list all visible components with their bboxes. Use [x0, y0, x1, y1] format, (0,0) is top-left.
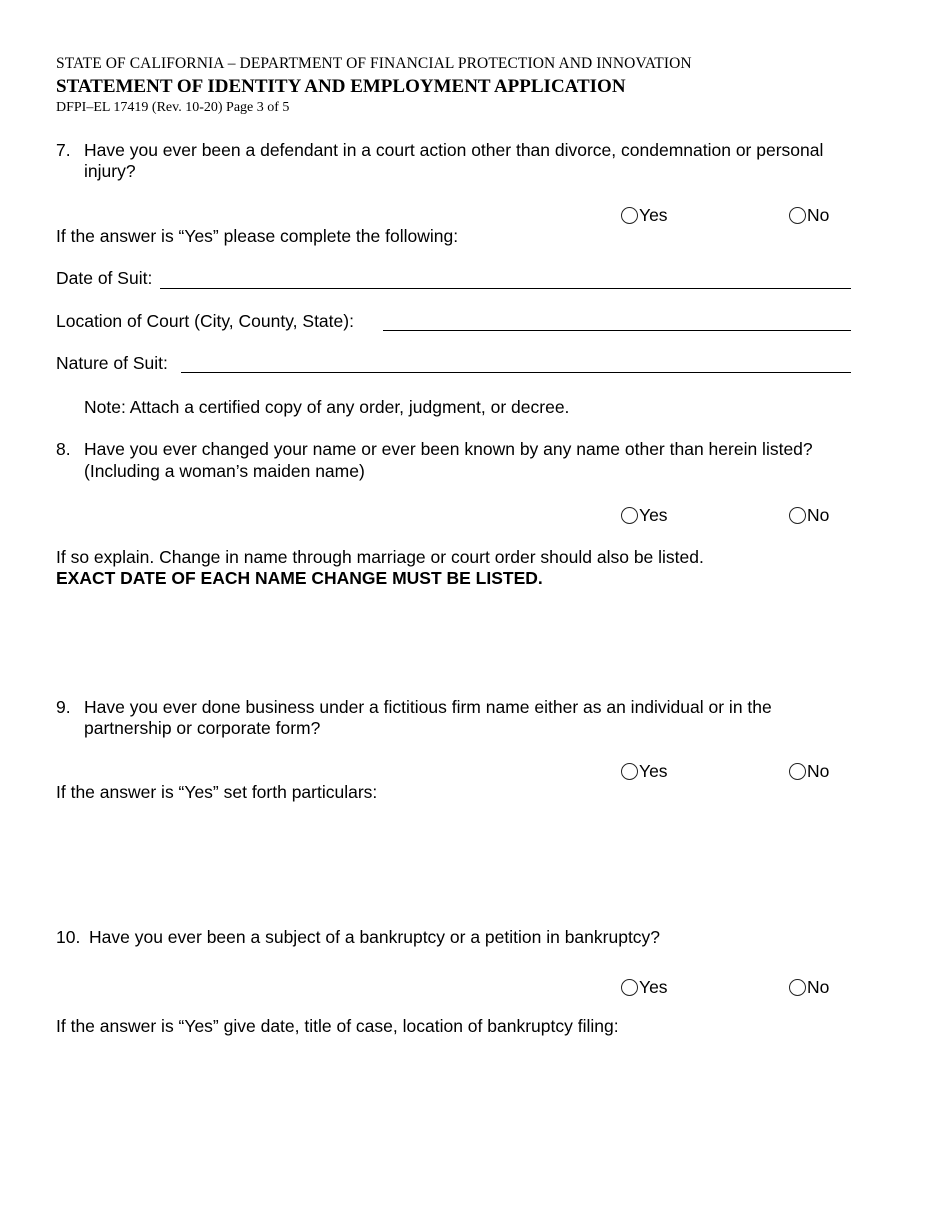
date-of-suit-label: Date of Suit: [56, 268, 153, 288]
radio-circle-icon[interactable] [621, 507, 638, 524]
question-8-line1: Have you ever changed your name or ever been known by any name other than herein listed? [84, 439, 813, 459]
question-7-note: Note: Attach a certified copy of any order, judgment, or decree. [84, 397, 570, 417]
radio-circle-icon[interactable] [789, 979, 806, 996]
location-of-court-field[interactable] [383, 310, 851, 331]
question-7-line2: injury? [84, 161, 136, 181]
question-7-number: 7. [56, 140, 71, 160]
nature-of-suit-field[interactable] [181, 352, 851, 373]
question-9-number: 9. [56, 697, 71, 717]
question-8-bold-note: EXACT DATE OF EACH NAME CHANGE MUST BE LISTED. [56, 568, 543, 588]
q10-no-label: No [807, 977, 830, 997]
nature-of-suit-label: Nature of Suit: [56, 353, 168, 373]
radio-circle-icon[interactable] [789, 763, 806, 780]
radio-circle-icon[interactable] [789, 207, 806, 224]
radio-circle-icon[interactable] [621, 763, 638, 780]
q7-no-label: No [807, 205, 830, 225]
question-7-line1: Have you ever been a defendant in a court action other than divorce, condemnation or personal [84, 140, 824, 160]
date-of-suit-field[interactable] [160, 268, 851, 289]
question-10-followup: If the answer is “Yes” give date, title of case, location of bankruptcy filing: [56, 1016, 619, 1036]
question-9-followup: If the answer is “Yes” set forth particulars: [56, 782, 378, 802]
location-of-court-label: Location of Court (City, County, State): [56, 311, 354, 331]
question-8-line2: (Including a woman’s maiden name) [84, 461, 365, 481]
q9-no-label: No [807, 761, 830, 781]
q8-yes-radio[interactable] [621, 505, 668, 526]
q9-no-radio[interactable] [789, 761, 829, 782]
question-8-explain: If so explain. Change in name through marriage or court order should also be listed. [56, 547, 704, 567]
q9-yes-label: Yes [639, 761, 668, 781]
question-7-followup: If the answer is “Yes” please complete the following: [56, 226, 459, 246]
q7-no-radio[interactable] [789, 205, 829, 226]
q10-yes-label: Yes [639, 977, 668, 997]
form-id: DFPI–EL 17419 (Rev. 10-20) Page 3 of 5 [56, 100, 290, 115]
q8-yes-label: Yes [639, 505, 668, 525]
q7-yes-label: Yes [639, 205, 668, 225]
question-9-line2: partnership or corporate form? [84, 718, 321, 738]
q7-yes-radio[interactable] [621, 205, 668, 226]
q9-yes-radio[interactable] [621, 761, 668, 782]
q10-no-radio[interactable] [789, 977, 829, 998]
q8-no-radio[interactable] [789, 505, 829, 526]
question-8-number: 8. [56, 439, 71, 459]
radio-circle-icon[interactable] [621, 207, 638, 224]
radio-circle-icon[interactable] [789, 507, 806, 524]
question-9-line1: Have you ever done business under a fictitious firm name either as an individual or in the [84, 697, 772, 717]
agency-name: STATE OF CALIFORNIA – DEPARTMENT OF FINANCIAL PROTECTION AND INNOVATION [56, 55, 692, 72]
q10-yes-radio[interactable] [621, 977, 668, 998]
radio-circle-icon[interactable] [621, 979, 638, 996]
question-10-number: 10. [56, 927, 81, 947]
q8-no-label: No [807, 505, 830, 525]
form-title: STATEMENT OF IDENTITY AND EMPLOYMENT APPLICATION [56, 76, 626, 97]
question-10-line1: Have you ever been a subject of a bankruptcy or a petition in bankruptcy? [89, 927, 661, 947]
